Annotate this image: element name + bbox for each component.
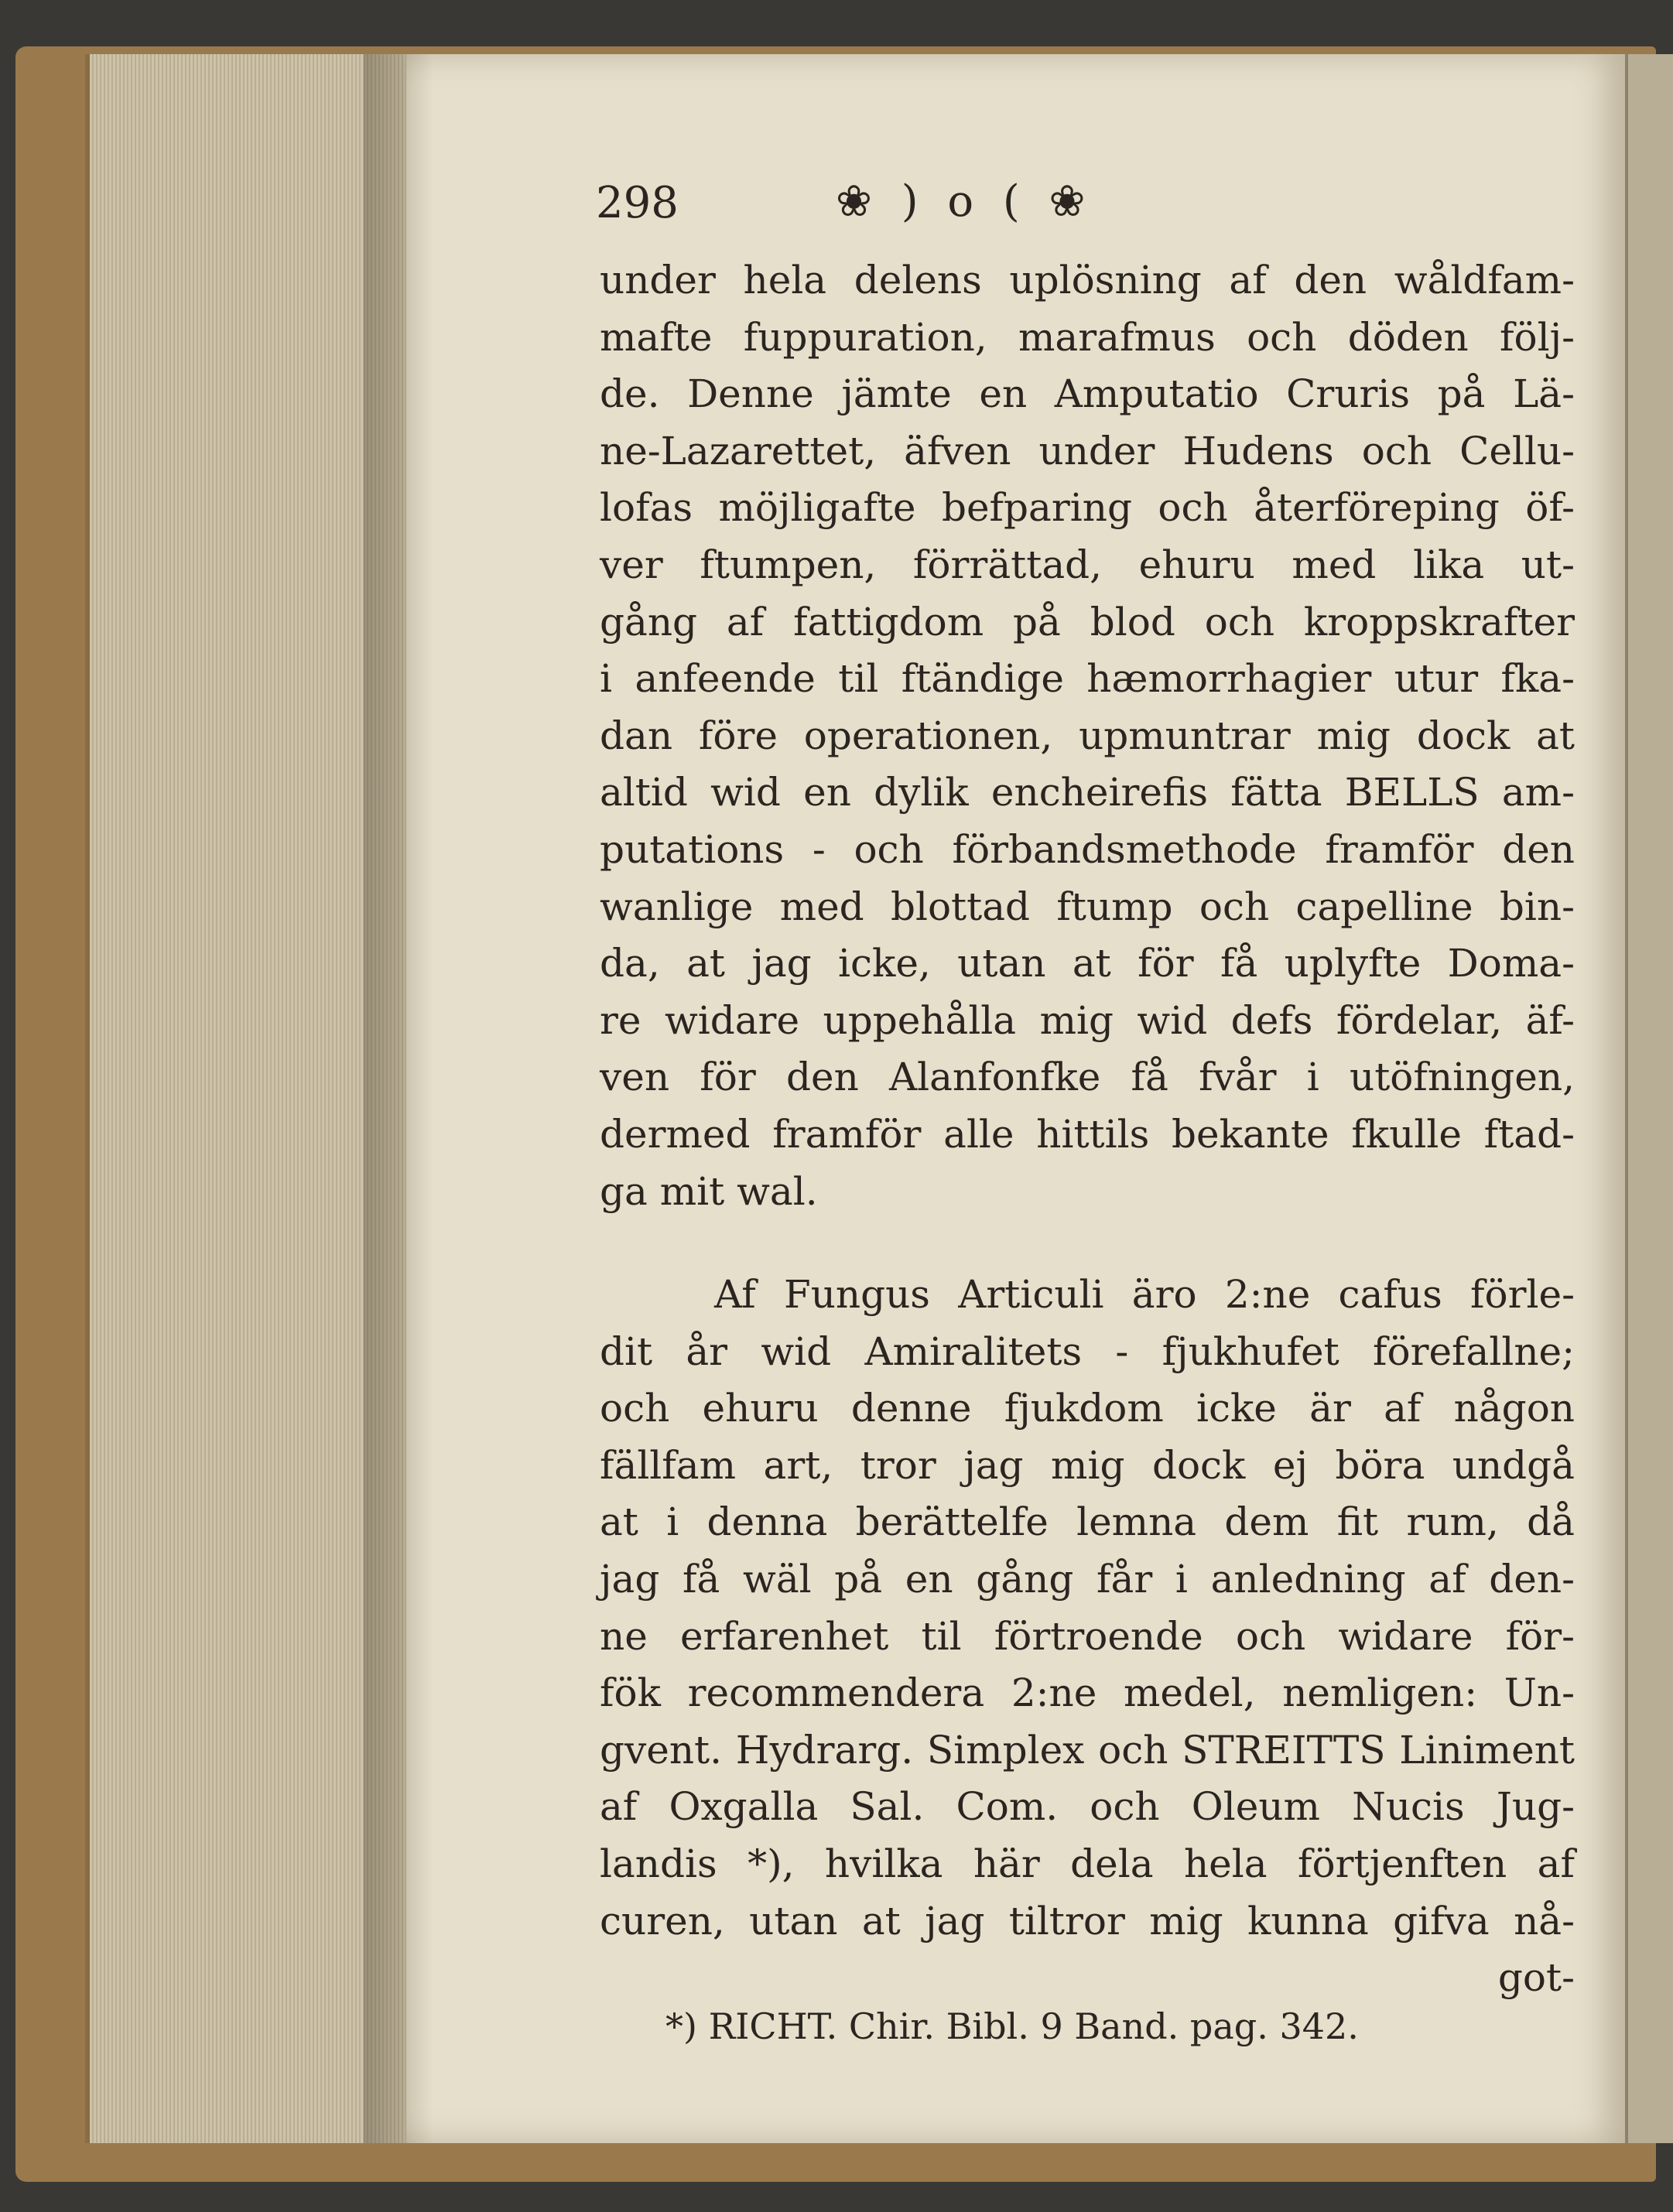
text-line: mafte fuppuration, marafmus och döden följ- (600, 314, 1575, 360)
catchword: got- (1497, 1955, 1575, 2001)
next-page-edge (1625, 54, 1673, 2143)
text-line: ga mit wal. (600, 1168, 818, 1214)
text-line: wanlige med blottad ftump och capelline bin- (600, 884, 1575, 929)
text-line: Af Fungus Articuli äro 2:ne cafus förle- (714, 1272, 1575, 1318)
text-line: gång af fattigdom på blod och kroppskrafter (600, 599, 1575, 644)
running-header (596, 169, 1563, 231)
text-line: lofas möjligafte befparing och återföreping öf- (600, 485, 1575, 531)
footnote: *) RICHT. Chir. Bibl. 9 Band. pag. 342. (665, 2005, 1359, 2047)
text-line: ven för den Alanfonfke få fvår i utöfningen, (600, 1055, 1575, 1100)
text-line: dan före operationen, upmuntrar mig dock at (600, 713, 1575, 758)
text-line: gvent. Hydrarg. Simplex och STREITTS Liniment (600, 1727, 1575, 1773)
text-line: da, at jag icke, utan at för få uplyfte Doma- (600, 941, 1575, 986)
text-line: af Oxgalla Sal. Com. och Oleum Nucis Jug- (600, 1784, 1575, 1830)
text-line: de. Denne jämte en Amputatio Cruris på Lä- (600, 371, 1575, 417)
text-line: putations - och förbandsmethode framför den (600, 826, 1575, 872)
text-line: re widare uppehålla mig wid defs fördelar, äf- (600, 997, 1575, 1043)
body-text (600, 252, 1575, 2007)
text-line: dermed framför alle hittils bekante fkulle ftad- (600, 1111, 1575, 1157)
text-line: fällfam art, tror jag mig dock ej böra undgå (600, 1442, 1575, 1488)
text-line: och ehuru denne fjukdom icke är af någon (600, 1386, 1575, 1431)
text-line: jag få wäl på en gång får i anledning af den- (600, 1557, 1575, 1602)
text-line: at i denna berättelfe lemna dem fit rum, då (600, 1499, 1575, 1545)
text-line: fök recommendera 2:ne medel, nemligen: Un- (600, 1670, 1575, 1716)
text-line: landis *), hvilka här dela hela förtjenften af (600, 1841, 1575, 1887)
text-line: ne-Lazarettet, äfven under Hudens och Cellu- (600, 428, 1575, 474)
text-line: dit år wid Amiralitets - fjukhufet förefallne; (600, 1328, 1575, 1374)
header-ornament: ❀ ) o ( ❀ (836, 176, 1093, 227)
text-line: altid wid en dylik encheirefis fätta BELLS am- (600, 770, 1575, 815)
text-line: i anfeende til ftändige hæmorrhagier utur fka- (600, 656, 1575, 702)
gutter-shadow (364, 54, 433, 2143)
paragraph (600, 1267, 1575, 1950)
text-line: ne erfarenhet til förtroende och widare för- (600, 1613, 1575, 1659)
page-number: 298 (596, 178, 679, 228)
paragraph (600, 252, 1575, 1220)
text-line: under hela delens uplösning af den wåldfam- (600, 258, 1575, 303)
paragraph-gap (600, 1220, 1575, 1267)
text-line: ver ftumpen, förrättad, ehuru med lika ut- (600, 542, 1575, 587)
text-line: curen, utan at jag tiltror mig kunna gifva nå- (600, 1898, 1575, 1944)
